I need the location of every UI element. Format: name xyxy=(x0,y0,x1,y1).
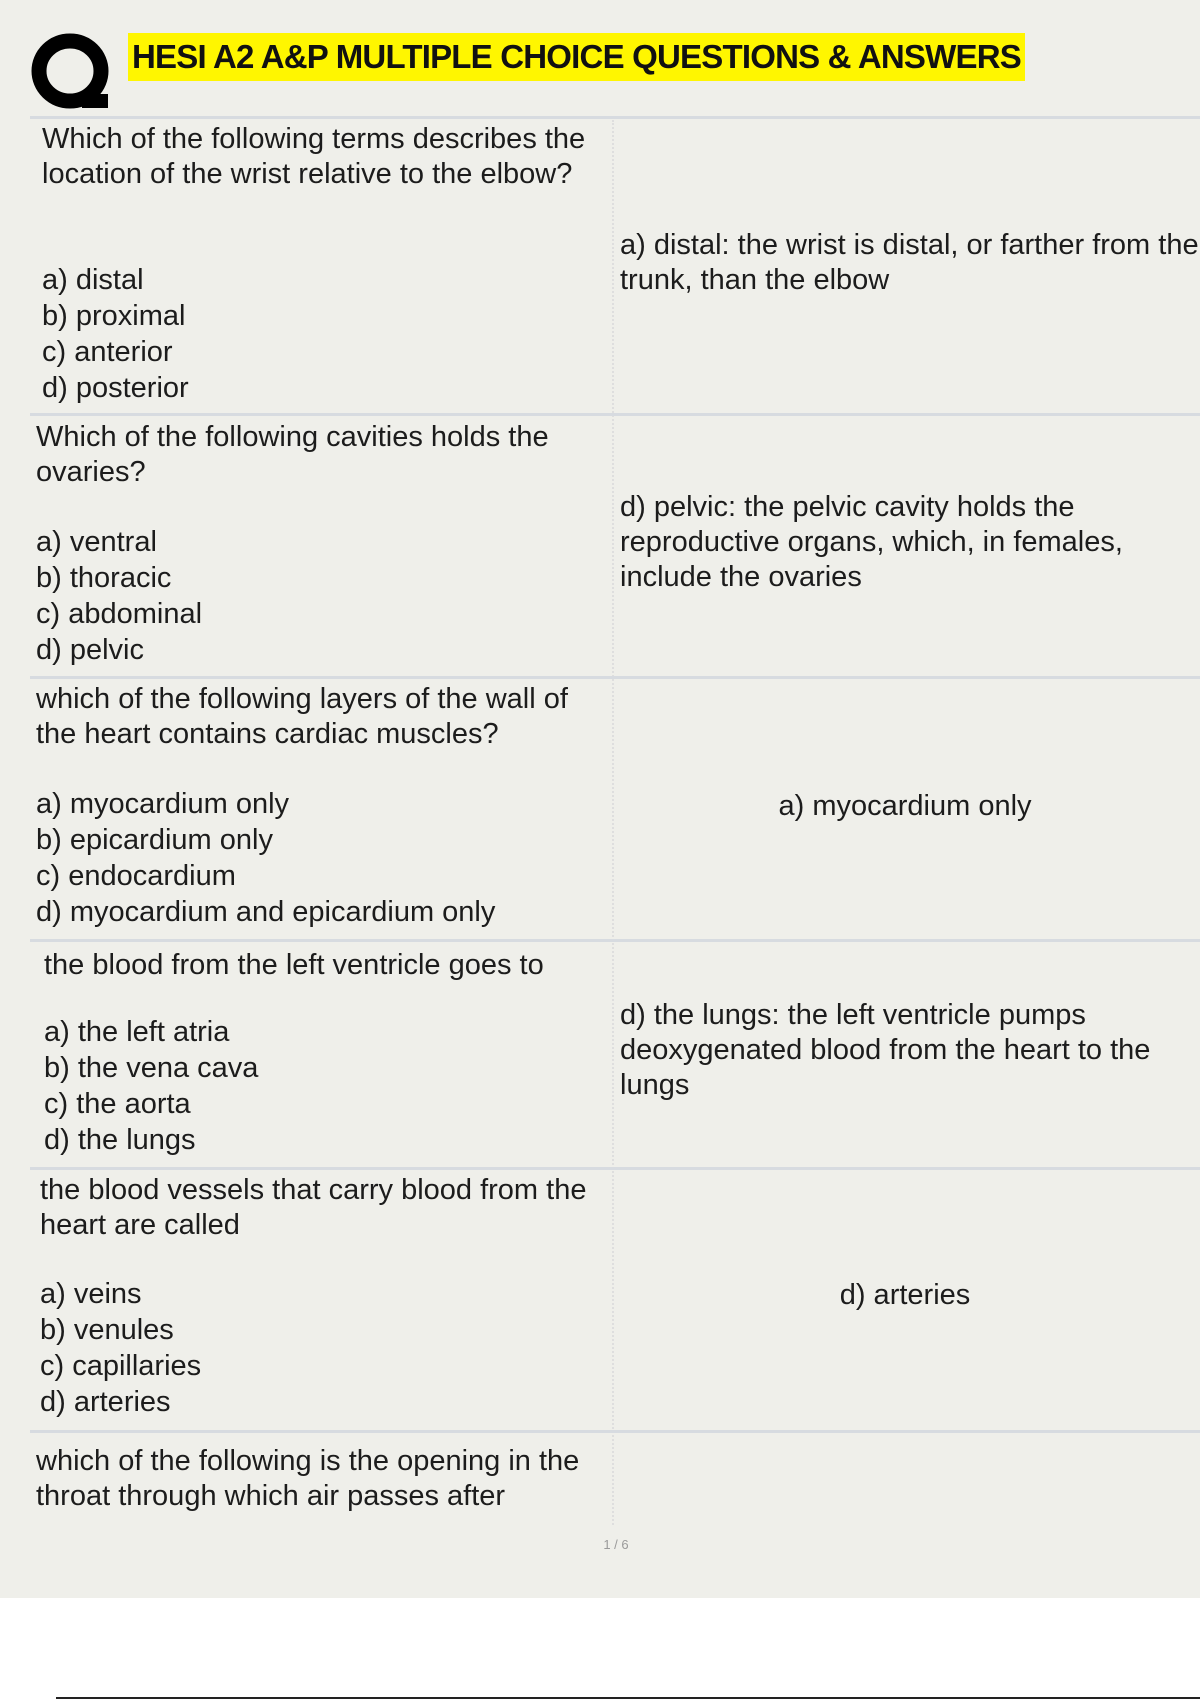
answer-text: d) arteries xyxy=(839,1279,971,1311)
options-list xyxy=(42,262,622,406)
card-divider xyxy=(30,413,1200,416)
q-letter-logo-icon xyxy=(30,32,112,114)
answer-text: d) the lungs: the left ventricle pumps deoxygenated blood from the heart to the lungs xyxy=(620,999,1151,1101)
option-item: d) pelvic xyxy=(36,634,144,666)
question-text: Which of the following cavities holds the ovaries? xyxy=(36,421,549,488)
option-item: a) myocardium only xyxy=(36,788,290,820)
card-divider xyxy=(30,1430,1200,1433)
option-item: b) proximal xyxy=(42,300,186,332)
page-indicator: 1 / 6 xyxy=(603,1537,629,1552)
option-item: c) the aorta xyxy=(44,1088,191,1120)
footer-rule xyxy=(56,1697,1200,1699)
option-item: b) thoracic xyxy=(36,562,172,594)
answer-text: a) distal: the wrist is distal, or farther from the trunk, than the elbow xyxy=(620,229,1199,296)
options-list xyxy=(40,1276,620,1420)
card-divider xyxy=(30,939,1200,942)
option-item: b) venules xyxy=(40,1314,174,1346)
card-divider xyxy=(30,1167,1200,1170)
option-item: d) posterior xyxy=(42,372,189,404)
document-title: HESI A2 A&P MULTIPLE CHOICE QUESTIONS & ANSWERS xyxy=(128,33,1025,81)
options-list xyxy=(44,1014,624,1158)
option-item: b) epicardium only xyxy=(36,824,273,856)
option-item: c) anterior xyxy=(42,336,173,368)
option-item: a) veins xyxy=(40,1278,142,1310)
option-item: c) abdominal xyxy=(36,598,203,630)
answer-text: d) pelvic: the pelvic cavity holds the reproductive organs, which, in females, include the ovaries xyxy=(620,491,1123,593)
card-divider xyxy=(30,676,1200,679)
option-item: a) the left atria xyxy=(44,1016,230,1048)
option-item: b) the vena cava xyxy=(44,1052,259,1084)
options-list xyxy=(36,524,616,668)
option-item: c) endocardium xyxy=(36,860,236,892)
answer-text: a) myocardium only xyxy=(778,790,1032,822)
option-item: a) ventral xyxy=(36,526,157,558)
option-item: a) distal xyxy=(42,264,144,296)
option-item: d) the lungs xyxy=(44,1124,196,1156)
option-item: c) capillaries xyxy=(40,1350,202,1382)
question-text: Which of the following terms describes the location of the wrist relative to the elbow? xyxy=(42,123,586,190)
card-divider xyxy=(30,116,1200,119)
options-list xyxy=(36,786,616,930)
option-item: d) arteries xyxy=(40,1386,171,1418)
question-text: which of the following is the opening in the throat through which air passes after xyxy=(36,1445,580,1512)
option-item: d) myocardium and epicardium only xyxy=(36,896,496,928)
question-text: the blood vessels that carry blood from the heart are called xyxy=(40,1174,587,1241)
question-text: the blood from the left ventricle goes to xyxy=(44,949,544,981)
question-text: which of the following layers of the wall of the heart contains cardiac muscles? xyxy=(36,683,568,750)
